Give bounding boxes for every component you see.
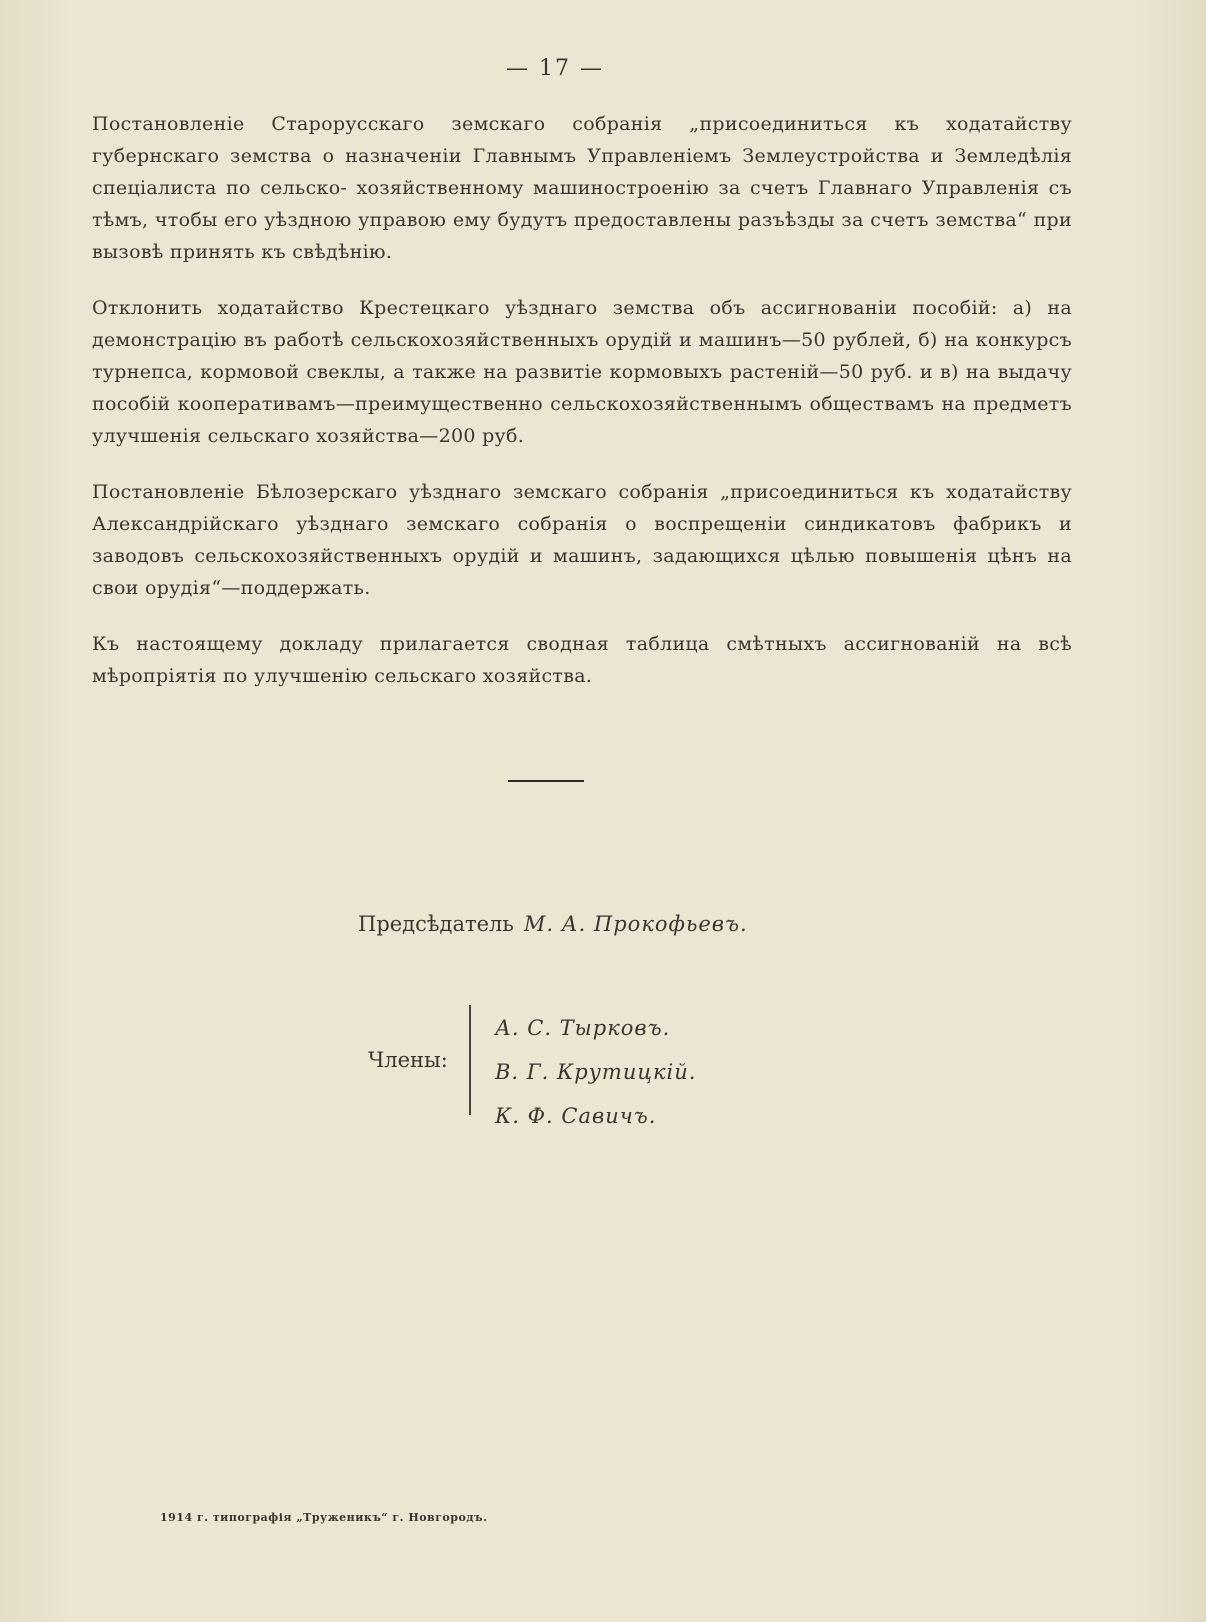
member-name: А. С. Тырковъ. [495, 1016, 671, 1040]
page-number: — 17 — [506, 56, 604, 81]
paragraph-belozersky: Постановленіе Бѣлозерскаго уѣзднаго земскаго собранія „присоединиться къ ходатайству Александрійскаго уѣзднаго земскаго собранія о воспрещеніи синдикатовъ фабрикъ и заводовъ сельскохозяйственныхъ орудій и машинъ, задающихся цѣлью повышенія цѣнъ на свои орудія“—поддержать. [92, 481, 1072, 599]
chairman-name: М. А. Прокофьевъ. [523, 912, 748, 936]
printer-imprint: 1914 г. типографія „Труженикъ“ г. Новгородъ. [160, 1511, 488, 1524]
members-label: Члены: [368, 1048, 448, 1072]
paragraph-starorussky: Постановленіе Старорусскаго земскаго собранія „присоединиться къ ходатайству губернскаго земства о назначеніи Главнымъ Управленіемъ Землеустройства и Земледѣлія спеціалиста по сельско- хозяйственному машиностроенію за счетъ Главнаго Управленія съ тѣмъ, чтобы его уѣздною управою ему будутъ предоставлены разъѣзды за счетъ земства“ при вызовѣ принять къ свѣдѣнію. [92, 113, 1072, 263]
chairman-signature [358, 912, 748, 936]
chairman-label: Предсѣдатель [358, 912, 514, 936]
member-name: В. Г. Крутицкій. [495, 1060, 697, 1084]
member-name: К. Ф. Савичъ. [495, 1104, 657, 1128]
members-list [495, 1006, 696, 1138]
body-text [92, 108, 1072, 716]
members-bracket [469, 1005, 471, 1115]
paragraph-krestetsky: Отклонить ходатайство Крестецкаго уѣзднаго земства объ ассигнованіи пособій: а) на демонстрацію въ работѣ сельскохозяйственныхъ орудій и машинъ—50 рублей, б) на конкурсъ турнепса, кормовой свеклы, а также на развитіе кормовыхъ растеній—50 руб. и в) на выдачу пособій кооперативамъ—преимущественно сельскохозяйственнымъ обществамъ на предметъ улучшенія сельскаго хозяйства—200 руб. [92, 297, 1072, 447]
section-divider [508, 780, 584, 782]
paragraph-summary-table: Къ настоящему докладу прилагается сводная таблица смѣтныхъ ассигнованій на всѣ мѣропріятія по улучшенію сельскаго хозяйства. [92, 633, 1072, 687]
